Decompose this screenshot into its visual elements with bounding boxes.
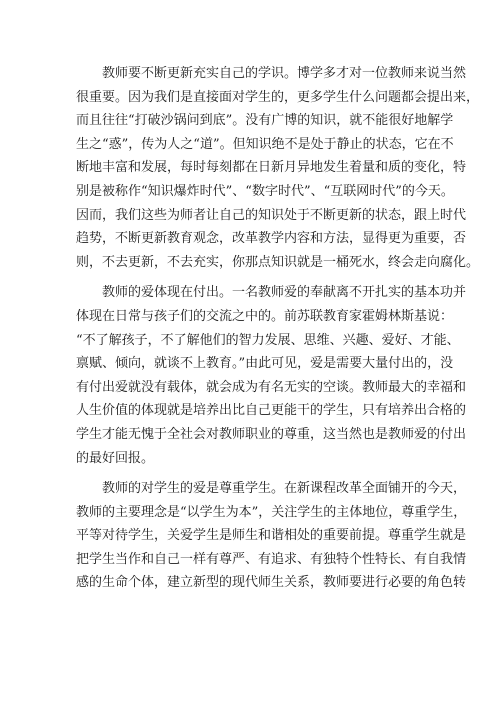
- text-line: 人生价值的体现就是培养出比自己更能干的学生，只有培养出合格的: [76, 403, 467, 419]
- text-line: 有付出爱就没有载体，就会成为有名无实的空谈。教师最大的幸福和: [76, 379, 467, 395]
- text-line: 的最好回报。: [76, 450, 155, 466]
- text-line: 体现在日常与孩子们的交流之中的。前苏联教育家霍姆林斯基说：: [76, 308, 454, 324]
- text-line: 学生才能无愧于全社会对教师职业的尊重，这当然也是教师爱的付出: [76, 426, 467, 442]
- text-line: 禀赋、倾向，就谈不上教育。”由此可见，爱是需要大量付出的，没: [76, 356, 454, 372]
- paragraph-respect-students: [76, 477, 467, 595]
- text-line: 别是被称作“知识爆炸时代”、“数字时代”、“互联网时代”的今天。: [76, 183, 454, 199]
- text-line: 平等对待学生，关爱学生是师生和谐相处的重要前提。尊重学生就是: [76, 528, 467, 544]
- text-line: 很重要。因为我们是直接面对学生的，更多学生什么问题都会提出来，: [76, 89, 480, 105]
- text-line: 教师的对学生的爱是尊重学生。在新课程改革全面铺开的今天，: [102, 481, 467, 497]
- text-line: 教师要不断更新充实自己的学识。博学多才对一位教师来说当然: [102, 66, 467, 81]
- text-line: 教师的爱体现在付出。一名教师爱的奉献离不开扎实的基本功并: [102, 285, 467, 301]
- text-line: 因而，我们这些为师者让自己的知识处于不断更新的状态，跟上时代: [76, 207, 467, 223]
- document-body: [76, 62, 480, 599]
- text-line: 趋势，不断更新教育观念，改革教学内容和方法，显得更为重要，否: [76, 231, 467, 247]
- text-line: 教师的主要理念是“以学生为本”，关注学生的主体地位，尊重学生，: [76, 504, 467, 520]
- text-line: 则，不去更新，不去充实，你那点知识就是一桶死水，终会走向腐化。: [76, 254, 480, 270]
- text-line: 断地丰富和发展，每时每刻都在日新月异地发生着量和质的变化，特: [76, 160, 467, 176]
- paragraph-knowledge-renewal: [76, 62, 480, 274]
- text-line: 感的生命个体，建立新型的现代师生关系，教师要进行必要的角色转: [76, 575, 467, 591]
- text-line: 而且往往“打破沙锅问到底”。没有广博的知识，就不能很好地解学: [76, 113, 454, 129]
- paragraph-love-giving: [76, 281, 467, 470]
- text-line: “不了解孩子，不了解他们的智力发展、思维、兴趣、爱好、才能、: [76, 332, 460, 348]
- text-line: 生之“惑”，传为人之“道”。但知识绝不是处于静止的状态，它在不: [76, 136, 454, 152]
- text-line: 把学生当作和自己一样有尊严、有追求、有独特个性特长、有自我情: [76, 551, 467, 567]
